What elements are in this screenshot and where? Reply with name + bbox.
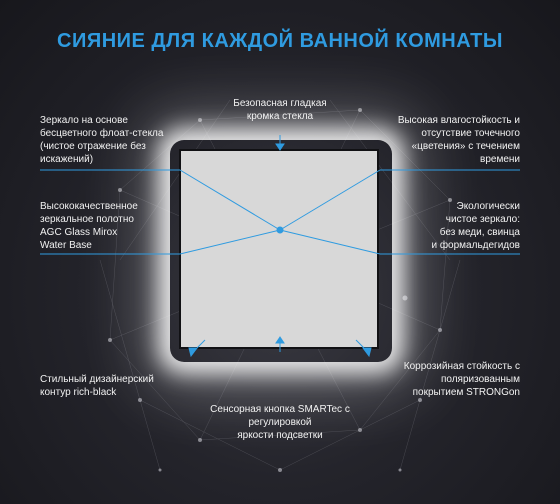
feature-float-glass: Зеркало на основе бесцветного флоат-стекла (чистое отражение без искажений) — [40, 115, 164, 165]
page-title: СИЯНИЕ ДЛЯ КАЖДОЙ ВАННОЙ КОМНАТЫ — [57, 30, 503, 52]
feature-agc-glass: Высококачественное зеркальное полотно AGC Glass Mirox Water Base — [40, 201, 138, 251]
feature-corrosion-resistance: Коррозийная стойкость с поляризованным покрытием STRONGon — [403, 361, 520, 398]
feature-moisture-resistance: Высокая влагостойкость и отсутствие точечного «цветения» с течением времени — [397, 115, 520, 165]
feature-eco-friendly: Экологически чистое зеркало: без меди, свинца и формальдегидов — [431, 201, 520, 251]
feature-rich-black-contour: Стильный дизайнерский контур rich-black — [40, 374, 154, 398]
mirror-center-dot — [277, 227, 284, 234]
feature-smartec-button: Сенсорная кнопка SMARTec с регулировкой яркости подсветки — [210, 404, 350, 441]
feature-smooth-edge: Безопасная гладкая кромка стекла — [233, 98, 327, 122]
